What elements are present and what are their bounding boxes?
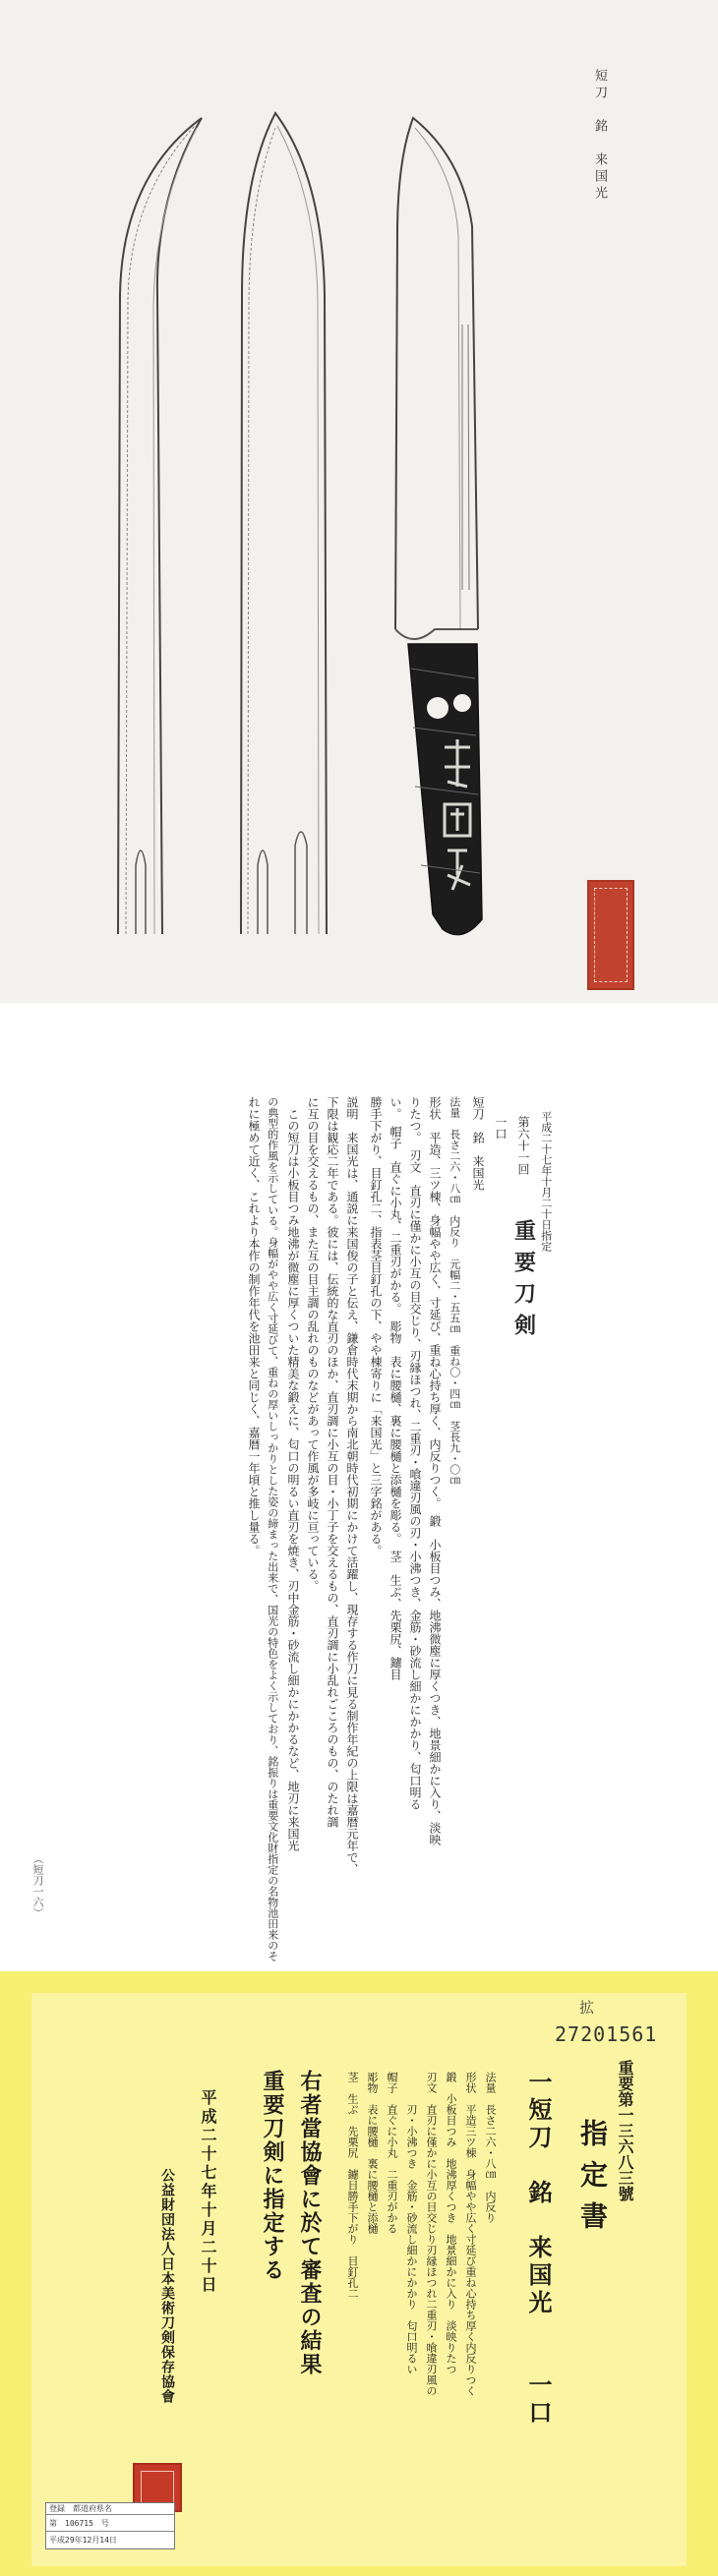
certificate-item: 一短刀 銘 来国光 一口 (524, 2070, 553, 2428)
description-page (0, 1072, 718, 1966)
body-line: 形状 平造、三ツ棟、身幅やや広く、寸延び、重ね心持ち厚く、内反りつく。 鍛 小板目つみ、地沸微塵に厚くつき、地景細かに入り、淡映 (428, 1096, 442, 1845)
certificate-title: 指定書 (576, 2119, 609, 2243)
certificate-line: 刃文 直刃に僅かに小互の目交じり刃縁ほつれ二重刃・喰違刃風の (425, 2072, 438, 2396)
certificate-page (0, 1971, 718, 2576)
blade-rubbing-drawing (0, 0, 718, 1003)
sword-subject: 短刀 銘 来国光 (471, 1096, 485, 1191)
certificate-line: 鍛 小板目つみ 地沸厚くつき 地景細かに入り 淡映りたつ (445, 2072, 457, 2374)
body-line: この短刀は小板目つみ地沸が微塵に厚くついた精美な鍛えに、匂口の明るい直刃を焼き、刃中金筋・砂流し細かにかかるなど、地刃に来国光 (286, 1096, 300, 1851)
certificate-line: 帽子 直ぐに小丸 二重刃がかる (386, 2072, 398, 2234)
certificate-result: 右者當協會に於て審査の結果 (297, 2070, 323, 2376)
body-line: れに極めて近く、これより本作の制作年代を池田来と同じく、嘉暦一年頃と推し量る。 (247, 1096, 261, 1556)
blade-ura (241, 113, 327, 934)
certificate-date: 平成二十七年十月二十日 (199, 2089, 217, 2295)
oshigata-page (0, 0, 718, 1003)
body-line: の典型的作風を示している。身幅がやや広く寸延びて、重ねの厚いしっかりとした姿の締まった出来で、国光の特色をよく示しており、銘振りは重要文化財指定の名物池田来のそ (266, 1096, 279, 1961)
certificate-line: 形状 平造三ツ棟 身幅やや広く寸延び重ね心持ち厚く内反りつく (464, 2072, 477, 2396)
blade-omote (118, 118, 202, 934)
body-line: に互の目を交えるもの、また互の目主調の乱れのものなどがあって作風が多岐に亘っている。 (306, 1096, 320, 1592)
designation-heading: 重要刀剣 (510, 1219, 537, 1345)
body-line: りたつ。 刃文 直刃に僅かに小互の目交じり、刃縁ほつれ、二重刃・喰違刃風の刃・小沸つき、金筋・砂流し細かにかかり、匂口明る (408, 1096, 422, 1810)
nakago (408, 644, 482, 935)
certificate-issuer: 公益財団法人日本美術刀剣保存協會 (159, 2168, 175, 2404)
certificate-number: 重要第一三六八三號 (616, 2060, 634, 2201)
registration-label: 登録 都道府県名 (46, 2503, 174, 2515)
body-line: 下限は観応二年である。彼には、伝統的な直刃のほか、直刃調に小互の目・小丁子を交えるもの、直刃調に小乱れごころのもの、のたれ調 (326, 1096, 339, 1828)
registration-date: 平成29年12月14日 (49, 2536, 117, 2545)
designation-date: 平成二十七年十月二十日指定 (539, 1111, 553, 1252)
page-number: （短刀一六） (31, 1853, 44, 1918)
registration-box (45, 2502, 175, 2549)
certificate-mark: 拡 (579, 1999, 595, 2017)
registration-number: 第 106715 号 (46, 2516, 174, 2532)
certificate-line: 刃・小沸つき 金筋・砂流し細かにかかり 匂口明るい (405, 2072, 418, 2374)
measurements: 法量 長さ二六・八㎝ 内反り 元幅二・五五㎝ 重ね〇・四㎝ 茎長九・〇㎝ (448, 1096, 461, 1486)
red-seal-stamp (587, 880, 634, 990)
blade-full-with-nakago (395, 118, 478, 639)
body-line: い。 帽子 直ぐに小丸、二重刃がかる。 彫物 表に腰樋、裏に腰樋と添樋を彫る。 茎 生ぶ、先栗尻、鑢目 (389, 1096, 402, 1680)
body-line: 説明 来国光は、通説に来国俊の子と伝え、鎌倉時代末期から南北朝時代初期にかけて活躍し、現存する作刀に見る制作年紀の上限は嘉暦元年で、 (345, 1096, 359, 1875)
certificate-line: 法量 長さ二六・八㎝ 内反り (484, 2072, 497, 2223)
certificate-serial: 27201561 (555, 2022, 658, 2046)
certificate-line: 茎 生ぶ 先栗尻 鑢目勝手下がり 目釘孔二 (346, 2072, 359, 2299)
oshigata-caption: 短刀 銘 来国光 (592, 69, 607, 203)
body-line: 勝手下がり、目釘孔二、指表茎目釘孔の下、やや棟寄りに「来国光」と三字銘がある。 (369, 1096, 383, 1556)
certificate-line: 彫物 表に腰樋 裏に腰樋と添樋 (366, 2072, 379, 2234)
item-count: 一口 (494, 1116, 508, 1140)
certificate-result: 重要刀剣に指定する (260, 2070, 285, 2282)
session-number: 第六十一回 (516, 1116, 530, 1175)
